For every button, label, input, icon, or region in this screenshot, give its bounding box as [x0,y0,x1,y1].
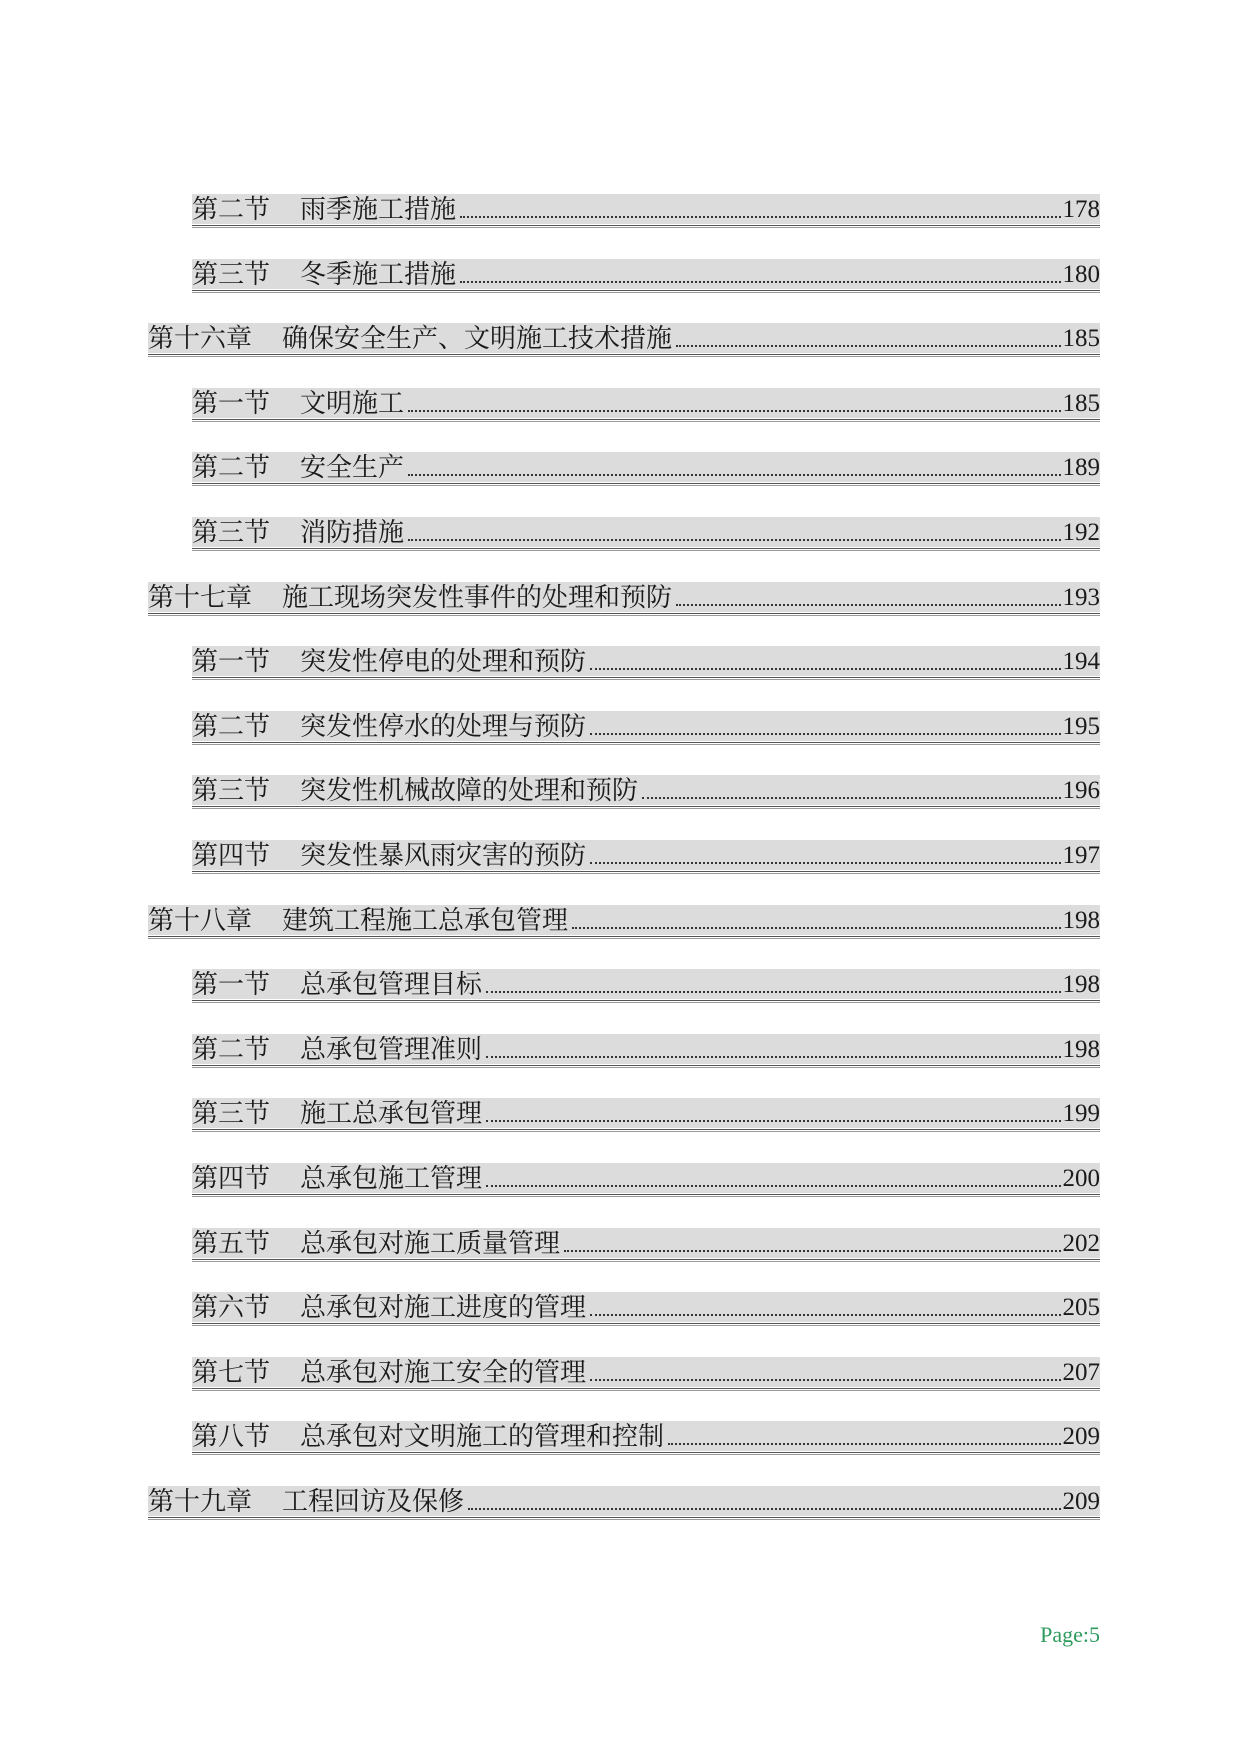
toc-dot-leader [590,841,1060,871]
toc-dot-leader [486,1099,1060,1129]
toc-entry-number: 第七节 [192,1358,271,1388]
toc-entry-page: 178 [1062,196,1100,223]
toc-entry[interactable] [192,967,1100,1003]
toc-entry-title: 冬季施工措施 [300,260,457,290]
toc-entry-page: 207 [1062,1359,1100,1386]
toc-entry-number: 第二节 [192,195,271,225]
toc-entry-page: 209 [1062,1488,1100,1515]
toc-entry-page: 189 [1062,454,1100,481]
toc-entry-title: 安全生产 [300,453,405,483]
toc-entry-title: 文明施工 [300,389,405,419]
toc-entry-page: 185 [1062,325,1100,352]
toc-entry-number: 第十七章 [148,583,253,613]
toc-entry-number: 第十八章 [148,906,253,936]
toc-entry-page: 192 [1062,519,1100,546]
toc-dot-leader [676,324,1060,354]
toc-entry-number: 第五节 [192,1229,271,1259]
toc-entry-number: 第八节 [192,1422,271,1452]
toc-entry[interactable] [192,386,1100,422]
toc-entry-title: 突发性机械故障的处理和预防 [300,776,639,806]
toc-dot-leader [408,389,1060,419]
toc-entry[interactable] [192,450,1100,486]
toc-dot-leader [460,195,1060,225]
toc-entry-number: 第四节 [192,841,271,871]
toc-entry-page: 197 [1062,842,1100,869]
toc-dot-leader [676,583,1060,613]
toc-entry-number: 第一节 [192,647,271,677]
toc-entry[interactable] [192,1290,1100,1326]
toc-entry-number: 第四节 [192,1164,271,1194]
toc-entry-title: 雨季施工措施 [300,195,457,225]
toc-entry-title: 总承包对施工安全的管理 [300,1358,587,1388]
toc-entry[interactable] [192,1226,1100,1262]
toc-entry-number: 第六节 [192,1293,271,1323]
toc-entry-page: 209 [1062,1423,1100,1450]
toc-entry-page: 185 [1062,390,1100,417]
toc-entry[interactable] [192,709,1100,745]
toc-entry-title: 施工现场突发性事件的处理和预防 [282,583,673,613]
toc-entry[interactable] [192,1419,1100,1455]
toc-dot-leader [486,1035,1060,1065]
toc-entry-number: 第十六章 [148,324,253,354]
toc-entry-title: 工程回访及保修 [282,1487,465,1517]
toc-entry-title: 施工总承包管理 [300,1099,483,1129]
toc-entry-number: 第二节 [192,453,271,483]
toc-entry-title: 突发性暴风雨灾害的预防 [300,841,587,871]
toc-entry-title: 建筑工程施工总承包管理 [282,906,569,936]
toc-entry[interactable] [192,644,1100,680]
toc-entry[interactable] [192,1032,1100,1068]
toc-entry-title: 确保安全生产、文明施工技术措施 [282,324,673,354]
toc-entry[interactable] [192,1161,1100,1197]
toc-dot-leader [642,776,1060,806]
toc-entry-number: 第三节 [192,518,271,548]
toc-entry-page: 194 [1062,648,1100,675]
toc-entry[interactable] [192,773,1100,809]
toc-dot-leader [486,1164,1060,1194]
toc-entry-page: 202 [1062,1230,1100,1257]
toc-dot-leader [590,712,1060,742]
toc-entry-page: 198 [1062,907,1100,934]
toc-entry-page: 193 [1062,584,1100,611]
toc-entry-title: 总承包管理准则 [300,1035,483,1065]
toc-entry-page: 198 [1062,971,1100,998]
toc-entry-number: 第二节 [192,712,271,742]
toc-entry[interactable] [192,1096,1100,1132]
toc-entry-title: 总承包对施工进度的管理 [300,1293,587,1323]
toc-entry[interactable] [192,838,1100,874]
toc-entry-page: 195 [1062,713,1100,740]
toc-dot-leader [486,970,1060,1000]
toc-dot-leader [572,906,1060,936]
toc-entry[interactable] [148,903,1100,939]
toc-dot-leader [460,260,1060,290]
toc-entry-page: 180 [1062,261,1100,288]
toc-entry-number: 第一节 [192,970,271,1000]
toc-entry[interactable] [192,1355,1100,1391]
toc-entry[interactable] [148,580,1100,616]
toc-dot-leader [408,518,1060,548]
toc-entry-page: 198 [1062,1036,1100,1063]
toc-entry-page: 196 [1062,777,1100,804]
toc-entry-title: 总承包施工管理 [300,1164,483,1194]
toc-entry-title: 突发性停水的处理与预防 [300,712,587,742]
toc-entry-title: 总承包对文明施工的管理和控制 [300,1422,665,1452]
toc-entry-number: 第三节 [192,260,271,290]
page-number-footer: Page:5 [1040,1622,1100,1647]
toc-entry[interactable] [148,1484,1100,1520]
toc-entry-title: 突发性停电的处理和预防 [300,647,587,677]
toc-entry-title: 总承包对施工质量管理 [300,1229,561,1259]
toc-dot-leader [590,1358,1060,1388]
toc-entry-number: 第二节 [192,1035,271,1065]
toc-entry-title: 消防措施 [300,518,405,548]
toc-dot-leader [468,1487,1060,1517]
toc-entry-title: 总承包管理目标 [300,970,483,1000]
toc-dot-leader [590,647,1060,677]
toc-entry-page: 199 [1062,1100,1100,1127]
toc-entry-number: 第一节 [192,389,271,419]
toc-dot-leader [564,1229,1060,1259]
toc-entry-page: 200 [1062,1165,1100,1192]
toc-entry-number: 第十九章 [148,1487,253,1517]
toc-dot-leader [408,453,1060,483]
toc-entry-page: 205 [1062,1294,1100,1321]
toc-dot-leader [668,1422,1060,1452]
toc-entry[interactable] [192,192,1100,228]
toc-entry[interactable] [192,257,1100,293]
toc-dot-leader [590,1293,1060,1323]
toc-entry-number: 第三节 [192,1099,271,1129]
toc-entry[interactable] [192,515,1100,551]
toc-entry-number: 第三节 [192,776,271,806]
toc-entry[interactable] [148,321,1100,357]
